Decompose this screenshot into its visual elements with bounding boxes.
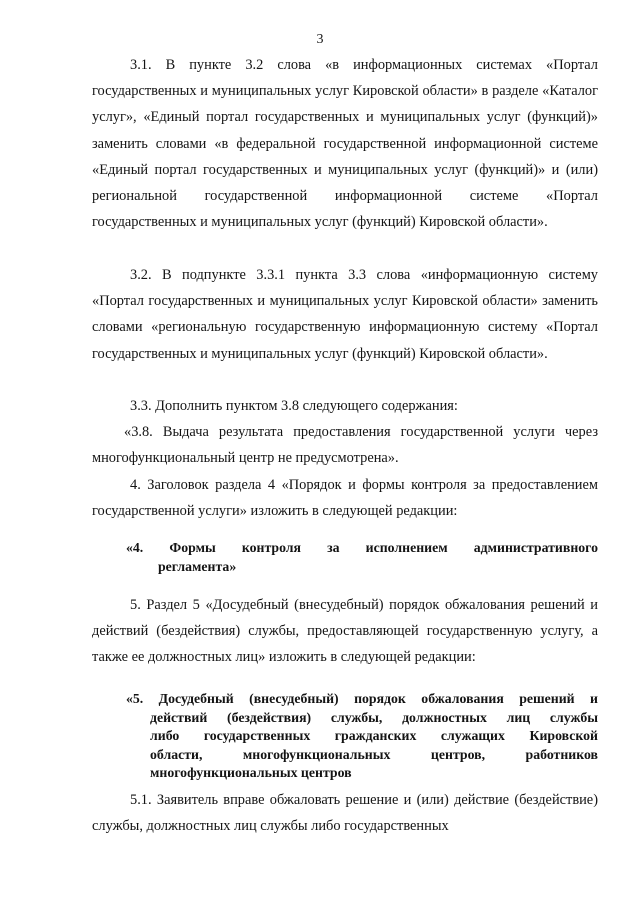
paragraph-3-8-quote: «3.8. Выдача результата предоставления государственной услуги через многофункциональный центр не предусмотрена». <box>92 424 598 467</box>
section-4-heading-line-2: регламента» <box>158 558 237 574</box>
paragraph-5-1: 5.1. Заявитель вправе обжаловать решение и (или) действие (бездействие) службы, должностных лиц службы либо государственных <box>92 792 598 835</box>
section-5-heading <box>126 690 598 783</box>
paragraph-3-1: 3.1. В пункте 3.2 слова «в информационных системах «Портал государственных и муниципальных услуг Кировской области» в разделе «Каталог услуг», «Единый портал государственных и муниципальных услуг (функций)» заменить словами «в федеральной государственной информационной системе «Единый портал государственных и муниципальных услуг (функций)» и (или) региональной государственной информационной системе «Портал государственных и муниципальных услуг (функций) Кировской области». <box>92 57 598 231</box>
section-4-heading <box>126 539 598 576</box>
paragraph-3-2: 3.2. В подпункте 3.3.1 пункта 3.3 слова «информационную систему «Портал государственных и муниципальных услуг Кировской области» заменить словами «региональную государственную информационную систему «Портал государственных и муниципальных услуг (функций) Кировской области». <box>92 267 598 362</box>
section-5-heading-line-3: либо государственных гражданских служащих Кировской <box>150 728 598 743</box>
paragraph-4: 4. Заголовок раздела 4 «Порядок и формы контроля за предоставлением государственной услуги» изложить в следующей редакции: <box>92 477 598 520</box>
section-5-heading-line-2: действий (бездействия) службы, должностных лиц службы <box>150 709 598 725</box>
section-5-heading-line-4: области, многофункциональных центров, работников <box>150 746 598 762</box>
section-5-heading-line-5: многофункциональных центров <box>150 765 352 780</box>
paragraph-5: 5. Раздел 5 «Досудебный (внесудебный) порядок обжалования решений и действий (бездействия) службы, предоставляющей государственную услугу, а также ее должностных лиц» изложить в следующей редакции: <box>92 597 598 666</box>
section-4-heading-line-1: «4. Формы контроля за исполнением административного <box>126 540 598 555</box>
page-number: 3 <box>316 32 324 47</box>
paragraph-3-3: 3.3. Дополнить пунктом 3.8 следующего содержания: <box>130 398 458 414</box>
section-5-heading-line-1: «5. Досудебный (внесудебный) порядок обжалования решений и <box>126 691 598 706</box>
